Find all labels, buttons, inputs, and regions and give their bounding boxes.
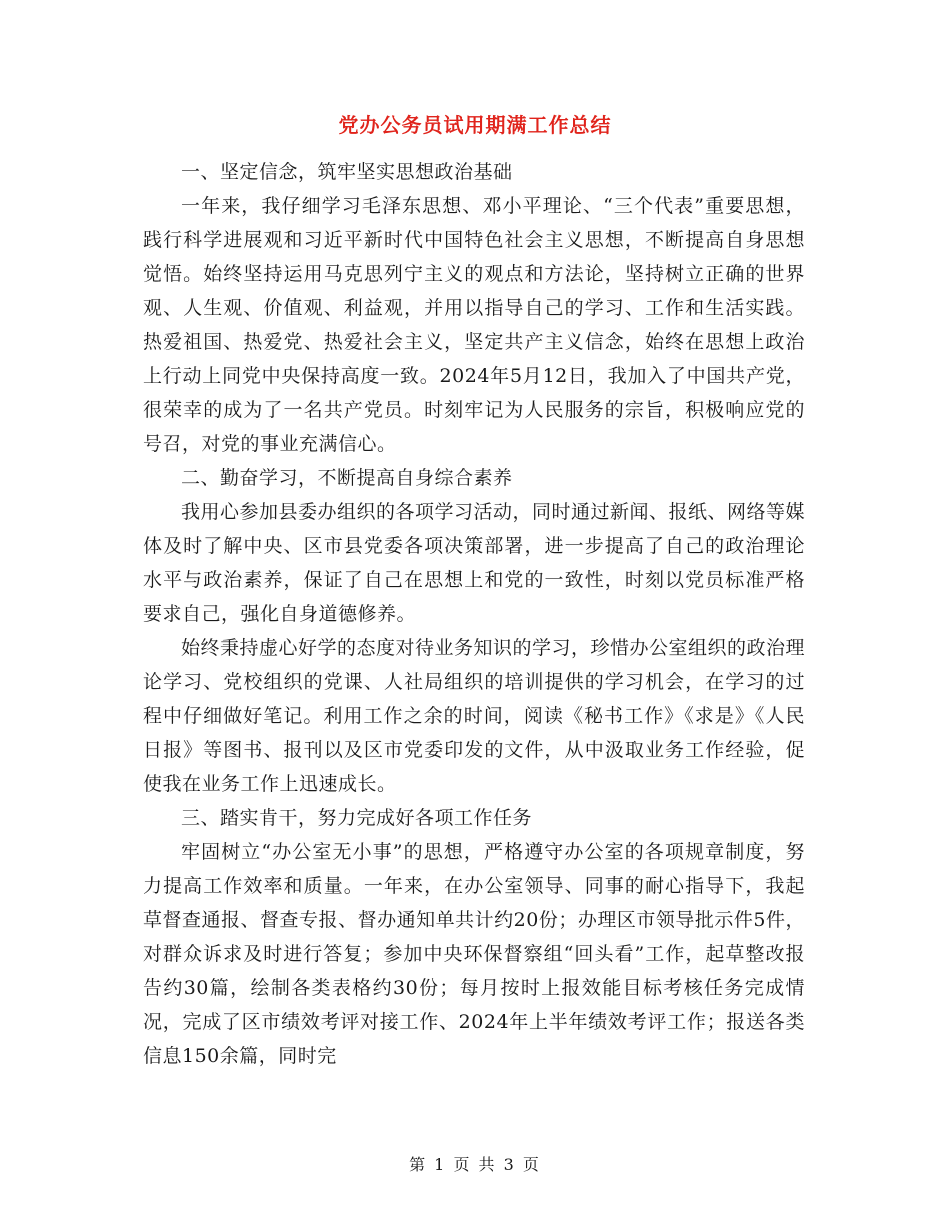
- document-body: [143, 155, 805, 1073]
- body-paragraph-1: 一年来，我仔细学习毛泽东思想、邓小平理论、“三个代表”重要思想，践行科学进展观和习近平新时代中国特色社会主义思想，不断提高自身思想觉悟。始终坚持运用马克思列宁主义的观点和方法论，坚持树立正确的世界观、人生观、价值观、利益观，并用以指导自己的学习、工作和生活实践。热爱祖国、热爱党、热爱社会主义，坚定共产主义信念，始终在思想上政治上行动上同党中央保持高度一致。2024年5月12日，我加入了中国共产党，很荣幸的成为了一名共产党员。时刻牢记为人民服务的宗旨，积极响应党的号召，对党的事业充满信心。: [143, 195, 805, 455]
- section-heading-2: 二、勤奋学习，不断提高自身综合素养: [181, 467, 513, 489]
- body-paragraph-3: 始终秉持虚心好学的态度对待业务知识的学习，珍惜办公室组织的政治理论学习、党校组织的党课、人社局组织的培训提供的学习机会，在学习的过程中仔细做好笔记。利用工作之余的时间，阅读《秘书工作》《求是》《人民日报》等图书、报刊以及区市党委印发的文件，从中汲取业务工作经验，促使我在业务工作上迅速成长。: [143, 637, 806, 795]
- section-heading-3: 三、踏实肯干，努力完成好各项工作任务: [181, 807, 533, 829]
- body-paragraph-4: 牢固树立“办公室无小事”的思想，严格遵守办公室的各项规章制度，努力提高工作效率和质量。一年来，在办公室领导、同事的耐心指导下，我起草督查通报、督查专报、督办通知单共计约20份；办理区市领导批示件5件，对群众诉求及时进行答复；参加中央环保督察组“回头看”工作，起草整改报告约30篇，绘制各类表格约30份；每月按时上报效能目标考核任务完成情况，完成了区市绩效考评对接工作、2024年上半年绩效考评工作；报送各类信息150余篇，同时完: [143, 841, 805, 1067]
- section-heading-1: 一、坚定信念，筑牢坚实思想政治基础: [181, 161, 513, 183]
- body-paragraph-2: 我用心参加县委办组织的各项学习活动，同时通过新闻、报纸、网络等媒体及时了解中央、区市县党委各项决策部署，进一步提高了自己的政治理论水平与政治素养，保证了自己在思想上和党的一致性，时刻以党员标准严格要求自己，强化自身道德修养。: [143, 501, 806, 625]
- page-number-footer: 第 1 页 共 3 页: [409, 1155, 541, 1174]
- document-title: 党办公务员试用期满工作总结: [338, 113, 612, 137]
